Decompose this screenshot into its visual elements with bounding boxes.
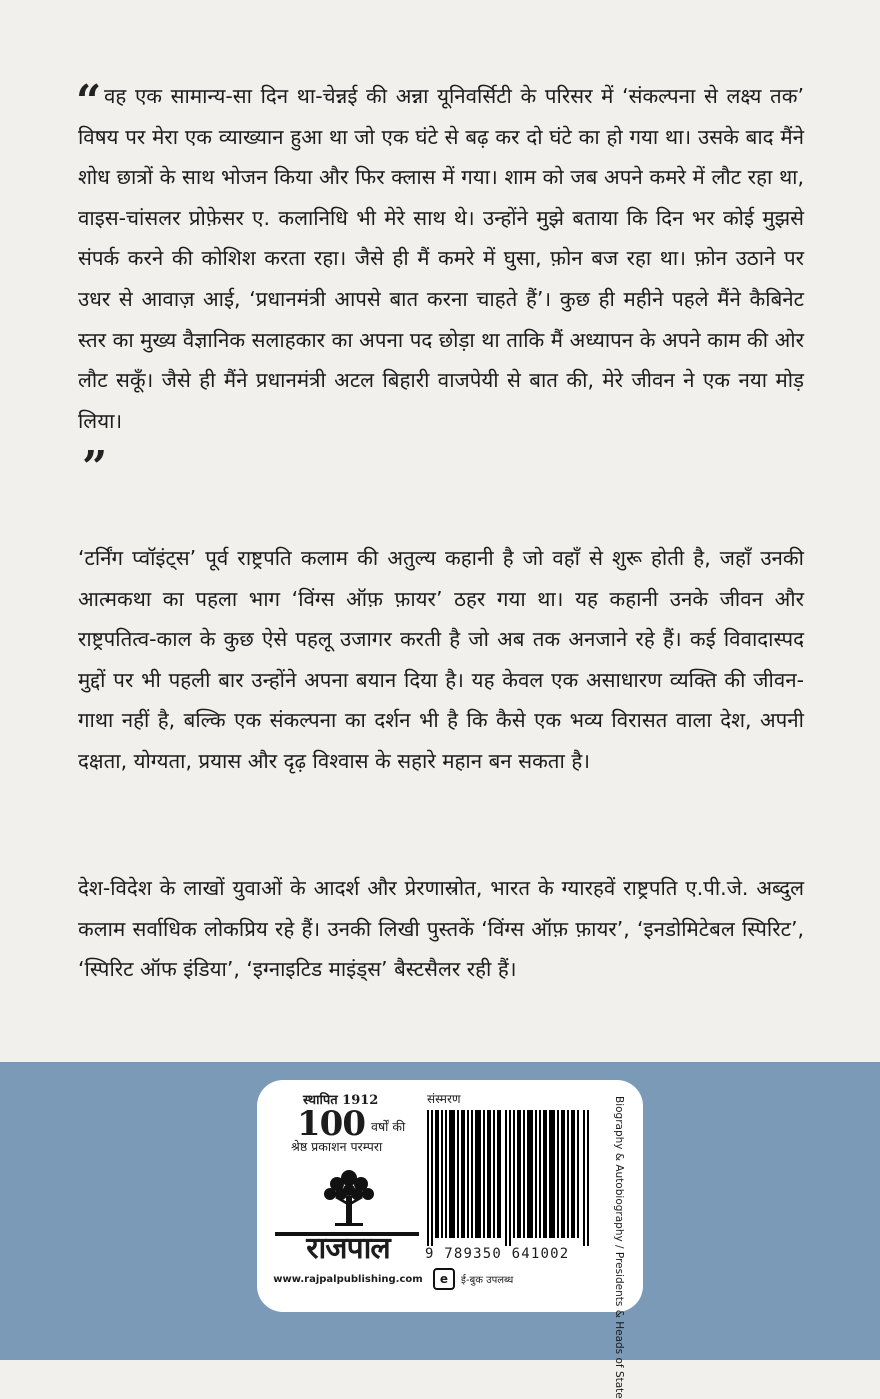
category-text: Biography & Autobiography / Presidents & Heads of State xyxy=(613,1096,625,1399)
hundred-years-number: 100 xyxy=(297,1104,365,1144)
opening-quote: “ वह एक सामान्य-सा दिन था-चेन्नई की अन्ना यूनिवर्सिटी के परिसर में ‘संकल्पना से लक्ष्य तक’ विषय पर मेरा एक व्याख्यान हुआ था जो एक घंटे से बढ़ कर दो घंटे का हो गया था। उसके बाद मैंने शोध छात्रों के साथ भोजन किया और फिर क्लास में गया। शाम को जब अपने कमरे में लौट रहा था, वाइस-चांसलर प्रोफ़ेसर ए. कलानिधि भी मेरे साथ थे। उन्होंने मुझे बताया कि दिन भर कोई मुझसे संपर्क करने की कोशिश करता रहा। जैसे ही मैं कमरे में घुसा, फ़ोन बज रहा था। फ़ोन उठाने पर उधर से आवाज़ आई, ‘प्रधानमंत्री आपसे बात करना चाहते हैं’। कुछ ही महीने पहले मैंने कैबिनेट स्तर का मुख्य वैज्ञानिक सलाहकार का अपना पद छोड़ा था ताकि मैं अध्यापन के अपने काम की ओर लौट सकूँ। जैसे ही मैंने प्रधानमंत्री अटल बिहारी वाजपेयी से बात की, मेरे जीवन ने एक नया मोड़ लिया। ” xyxy=(76,76,804,494)
publisher-block xyxy=(273,1088,423,1308)
tradition-label: श्रेष्ठ प्रकाशन परम्परा xyxy=(291,1139,383,1154)
quote-text: वह एक सामान्य-सा दिन था-चेन्नई की अन्ना यूनिवर्सिटी के परिसर में ‘संकल्पना से लक्ष्य तक’ विषय पर मेरा एक व्याख्यान हुआ था जो एक घंटे से बढ़ कर दो घंटे का हो गया था। उसके बाद मैंने शोध छात्रों के साथ भोजन किया और फिर क्लास में गया। शाम को जब अपने कमरे में लौट रहा था, वाइस-चांसलर प्रोफ़ेसर ए. कलानिधि भी मेरे साथ थे। उन्होंने मुझे बताया कि दिन भर कोई मुझसे संपर्क करने की कोशिश करता रहा। जैसे ही मैं कमरे में घुसा, फ़ोन बज रहा था। फ़ोन उठाने पर उधर से आवाज़ आई, ‘प्रधानमंत्री आपसे बात करना चाहते हैं’। कुछ ही महीने पहले मैंने कैबिनेट स्तर का मुख्य वैज्ञानिक सलाहकार का अपना पद छोड़ा था ताकि मैं अध्यापन के अपने काम की ओर लौट सकूँ। जैसे ही मैंने प्रधानमंत्री अटल बिहारी वाजपेयी से बात की, मेरे जीवन ने एक नया मोड़ लिया। xyxy=(78,84,804,433)
ebook-available-label: ई-बुक उपलब्ध xyxy=(461,1275,514,1286)
barcode xyxy=(427,1110,589,1246)
established-label: स्थापित 1912 xyxy=(303,1093,379,1108)
publisher-website: www.rajpalpublishing.com xyxy=(273,1274,423,1285)
publisher-barcode-card xyxy=(257,1080,643,1399)
isbn-digits: 9 789350 641002 xyxy=(425,1246,570,1262)
bottom-band xyxy=(0,1062,880,1399)
close-quote-mark: ” xyxy=(82,442,108,494)
publisher-logo: राजपाल xyxy=(306,1231,390,1266)
tree-icon xyxy=(321,1166,377,1228)
years-label: वर्षों की xyxy=(371,1119,406,1134)
ebook-icon: e xyxy=(433,1268,455,1290)
genre-label: संस्मरण xyxy=(427,1092,461,1106)
author-bio-paragraph: देश-विदेश के लाखों युवाओं के आदर्श और प्रेरणास्रोत, भारत के ग्यारहवें राष्ट्रपति ए.पी.जे. अब्दुल कलाम सर्वाधिक लोकप्रिय रहे हैं। उनकी लिखी पुस्तकें ‘विंग्स ऑफ़ फ़ायर’, ‘इनडोमिटेबल स्पिरिट’, ‘स्पिरिट ऑफ इंडिया’, ‘इग्नाइटिड माइंड्स’ बैस्टसैलर रही हैं। xyxy=(78,876,804,982)
book-description-paragraph: ‘टर्निंग प्वॉइंट्स’ पूर्व राष्ट्रपति कलाम की अतुल्य कहानी है जो वहाँ से शुरू होती है, जहाँ उनकी आत्मकथा का पहला भाग ‘विंग्स ऑफ़ फ़ायर’ ठहर गया था। यह कहानी उनके जीवन और राष्ट्रपतित्व-काल के कुछ ऐसे पहलू उजागर करती है जो अब तक अनजाने रहे हैं। कई विवादास्पद मुद्दों पर भी पहली बार उन्होंने अपना बयान दिया है। यह केवल एक असाधारण व्यक्ति की जीवन-गाथा नहीं है, बल्कि एक संकल्पना का दर्शन भी है कि कैसे एक भव्य विरासत वाला देश, अपनी दक्षता, योग्यता, प्रयास और दृढ़ विश्वास के सहारे महान बन सकता है। xyxy=(78,546,804,773)
category-label-vertical xyxy=(609,1096,625,1399)
